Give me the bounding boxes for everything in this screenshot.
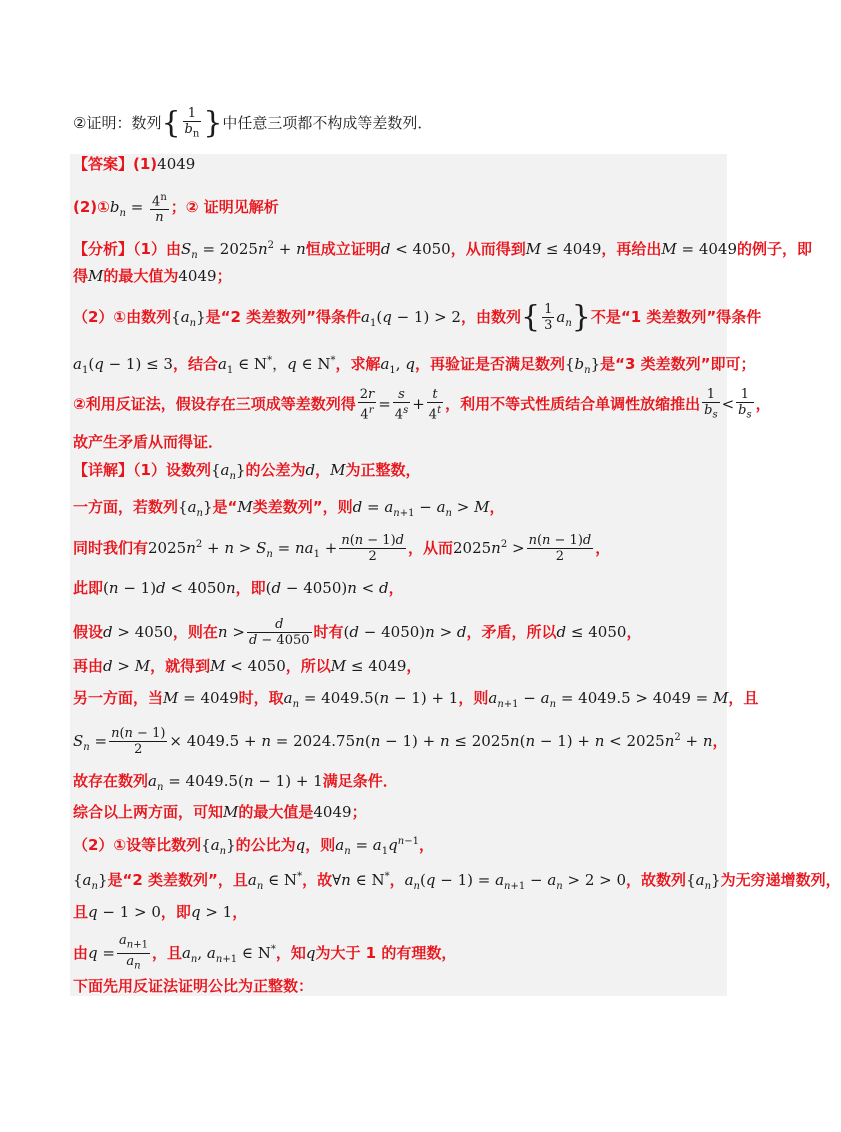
answer-part-1: 【答案】(1)4049 [73, 155, 196, 173]
detail-line-8: $S_n$ = $\frac{n(n - 1)}{2}$ × $4049.5 + n = 2024.75n(n - 1) + n \le 2025n(n - 1) + n < 2025n^2 + n$， [73, 726, 728, 757]
detail-line-5: 假设d > 4050，则在n > $\frac{d}{d - 4050}$ 时有(d − 4050)n > d，矛盾，所以d ≤ 4050， [73, 617, 642, 648]
detail-line-1: 【详解】（1）设数列$\{a_n\}$的公差为d，M为正整数， [73, 461, 421, 482]
analysis-line-3: （2）①由数列$\{a_n\}$是“2 类差数列”得条件$a_1(q - 1) > 2$，由数列{ $\frac{1}{3}$ $a_n$}不是“1 类差数列”得条件 [73, 299, 762, 335]
detail-line-2: 一方面，若数列$\{a_n\}$是“M类差数列”，则$d = a_{n+1} - a_n > M$， [73, 498, 505, 519]
analysis-line-6: 故产生矛盾从而得证． [73, 433, 224, 451]
detail-line-10: 综合以上两方面，可知M的最大值是4049； [73, 803, 367, 821]
detail-line-9: 故存在数列$a_n = 4049.5(n - 1) + 1$满足条件． [73, 772, 398, 793]
analysis-line-2: 得M的最大值为4049； [73, 267, 232, 285]
analysis-line-1: 【分析】（1）由$S_n = 2025n^2 + n$恒成立证明d < 4050，从而得到M ≤ 4049，再给出M = 4049的例子，即 [73, 240, 813, 261]
detail-line-13: 且q − 1 > 0，即q > 1， [73, 903, 248, 921]
detail-line-4: 此即(n − 1)d < 4050n，即(d − 4050)n < d， [73, 579, 404, 597]
detail-line-11: （2）①设等比数列$\{a_n\}$的公比为q，则$a_n = a_1q^{n-1}$， [73, 836, 434, 857]
problem-part-2: ②证明：数列{ $\frac{1}{b_n}$ }中任意三项都不构成等差数列． [73, 105, 433, 141]
analysis-line-4: $a_1(q - 1) \le 3$，结合$a_1$ ∈ N*，q ∈ N*，求解$a_1$, q，再验证是否满足数列$\{b_n\}$是“3 类差数列”即可； [73, 355, 756, 376]
detail-line-15: 下面先用反证法证明公比为正整数： [73, 977, 314, 995]
analysis-line-5: ②利用反证法，假设存在三项成等差数列得 $\frac{2r}{4^r}$ = $\frac{s}{4^s}$ + $\frac{t}{4^t}$ ，利用不等式性质结合单调性放缩推出 $\frac{1}{b_s}$ < $\frac{1}{b_s}$ ， [73, 386, 771, 423]
detail-line-7: 另一方面，当M = 4049时，取$a_n = 4049.5(n - 1) + 1$，则$a_{n+1} - a_n = 4049.5 > 4049 = M$，且 [73, 689, 759, 710]
detail-line-6: 再由d > M，就得到M < 4050，所以M ≤ 4049， [73, 657, 422, 675]
detail-line-12: $\{a_n\}$是“2 类差数列”，且$a_n$ ∈ N*，故∀n ∈ N*，$a_n(q - 1) = a_{n+1} - a_n > 2 > 0$，故数列$\{a_n\}$为无穷递增数列， [73, 871, 841, 892]
answer-part-2: $(2)①b_n$ = $\frac{4^n}{n}$ ；② 证明见解析 [73, 191, 279, 226]
detail-line-3: 同时我们有$2025n^2 + n > S_n = na_1$ + $\frac{n(n - 1)d}{2}$ ，从而$2025n^2$ > $\frac{n(n - 1)d}{2}$ ， [73, 533, 611, 564]
detail-line-14: 由q = $\frac{a_{n+1}}{a_n}$ ，且$a_n$, $a_{n+1}$ ∈ N*，知q为大于 1 的有理数， [73, 933, 457, 972]
